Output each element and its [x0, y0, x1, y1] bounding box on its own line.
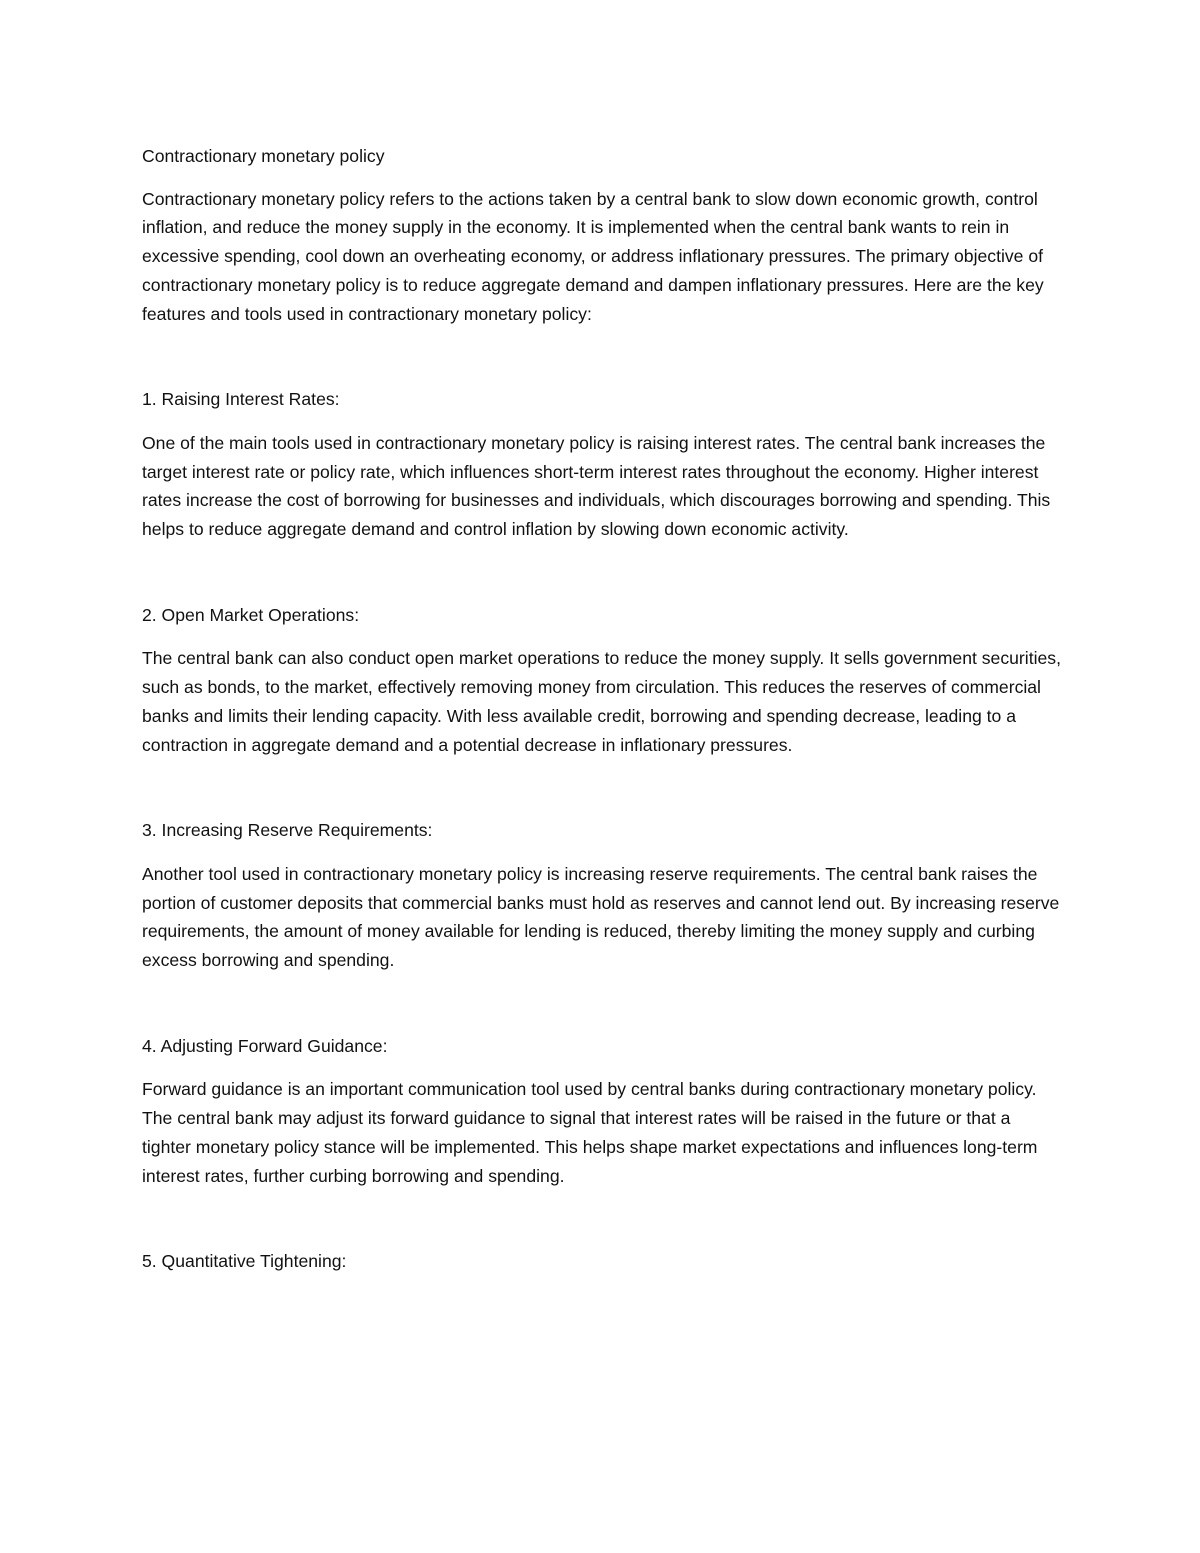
section-heading-adjusting-forward-guidance: 4. Adjusting Forward Guidance:	[142, 1035, 388, 1056]
section-heading-open-market-operations: 2. Open Market Operations:	[142, 604, 360, 625]
section-heading-raising-interest-rates: 1. Raising Interest Rates:	[142, 389, 340, 410]
document-content	[142, 142, 1062, 1291]
section-body-raising-interest-rates: One of the main tools used in contractionary monetary policy is raising interest rates. The central bank increases the target interest rate or policy rate, which influences short-term interest rates throughout the economy. Higher interest rates increase the cost of borrowing for businesses and individuals, which discourages borrowing and spending. This helps to reduce aggregate demand and control inflation by slowing down economic activity.	[142, 432, 1051, 540]
intro-paragraph: Contractionary monetary policy refers to the actions taken by a central bank to slow down economic growth, control inflation, and reduce the money supply in the economy. It is implemented when the central bank wants to rein in excessive spending, cool down an overheating economy, or address inflationary pressures. The primary objective of contractionary monetary policy is to reduce aggregate demand and dampen inflationary pressures. Here are the key features and tools used in contractionary monetary policy:	[142, 188, 1044, 324]
section-body-adjusting-forward-guidance: Forward guidance is an important communication tool used by central banks during contractionary monetary policy. The central bank may adjust its forward guidance to signal that interest rates will be raised in the future or that a tighter monetary policy stance will be implemented. This helps shape market expectations and influences long-term interest rates, further curbing borrowing and spending.	[142, 1079, 1038, 1186]
section-body-open-market-operations: The central bank can also conduct open market operations to reduce the money supply. It sells government securities, such as bonds, to the market, effectively removing money from circulation. This reduces the reserves of commercial banks and limits their lending capacity. With less available credit, borrowing and spending decrease, leading to a contraction in aggregate demand and a potential decrease in inflationary pressures.	[142, 648, 1061, 755]
document-title: Contractionary monetary policy	[142, 146, 385, 166]
section-heading-increasing-reserve-requirements: 3. Increasing Reserve Requirements:	[142, 820, 433, 841]
section-heading-quantitative-tightening: 5. Quantitative Tightening:	[142, 1251, 347, 1272]
section-body-increasing-reserve-requirements: Another tool used in contractionary monetary policy is increasing reserve requirements. The central bank raises the portion of customer deposits that commercial banks must hold as reserves and cannot lend out. By increasing reserve requirements, the amount of money available for lending is reduced, thereby limiting the money supply and curbing excess borrowing and spending.	[142, 863, 1060, 971]
